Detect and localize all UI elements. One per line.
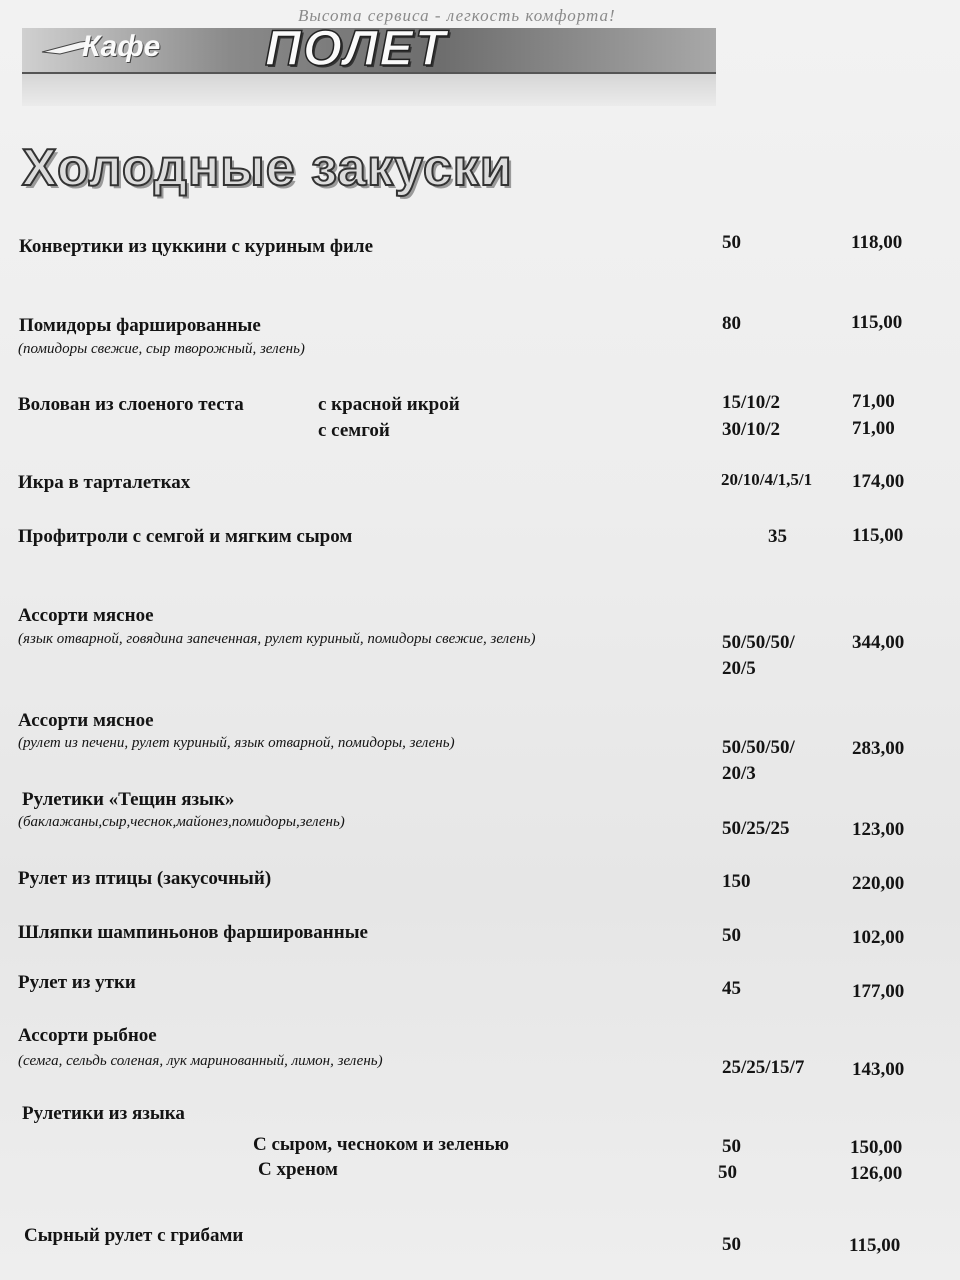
item-description: (помидоры свежие, сыр творожный, зелень): [18, 341, 305, 357]
item-weight: 35: [768, 526, 787, 547]
item-description: (баклажаны,сыр,чеснок,майонез,помидоры,зелень): [18, 814, 345, 830]
item-weight: 50: [722, 1136, 741, 1157]
item-price: 118,00: [851, 232, 903, 253]
item-price: 102,00: [852, 927, 905, 948]
item-weight: 20/3: [722, 763, 756, 784]
item-price: 115,00: [849, 1235, 901, 1256]
section-title: Холодные закуски: [22, 139, 513, 197]
item-name: Ассорти мясное: [18, 710, 154, 731]
item-name: Икра в тарталетках: [18, 472, 191, 493]
item-name: Волован из слоеного теста: [18, 394, 244, 415]
slogan: Высота сервиса - легкость комфорта!: [298, 6, 616, 25]
item-price: 123,00: [852, 819, 905, 840]
item-description: (рулет из печени, рулет куриный, язык отварной, помидоры, зелень): [18, 735, 455, 751]
item-weight: 50/25/25: [722, 818, 790, 839]
item-weight: 45: [722, 978, 741, 999]
item-price: 115,00: [852, 525, 904, 546]
item-price: 115,00: [851, 312, 903, 333]
item-price: 71,00: [852, 418, 895, 439]
item-price: 174,00: [852, 471, 905, 492]
item-name: Шляпки шампиньонов фаршированные: [18, 922, 368, 943]
item-weight: 50: [722, 232, 741, 253]
item-name: Помидоры фаршированные: [19, 315, 261, 336]
item-price: 177,00: [852, 981, 905, 1002]
item-name: Рулет из птицы (закусочный): [18, 868, 272, 889]
item-name: Рулетики «Тещин язык»: [22, 789, 235, 810]
item-price: 143,00: [852, 1059, 905, 1080]
item-weight: 30/10/2: [722, 419, 781, 440]
item-weight: 150: [722, 871, 751, 892]
item-name: Конвертики из цуккини с куриным филе: [19, 236, 374, 257]
item-weight: 50/50/50/: [722, 737, 795, 758]
item-variant-label: С сыром, чесноком и зеленью: [253, 1134, 510, 1155]
item-variant-label: с красной икрой: [318, 394, 460, 415]
item-description: (язык отварной, говядина запеченная, рулет куриный, помидоры свежие, зелень): [18, 631, 536, 647]
item-price: 283,00: [852, 738, 905, 759]
item-price: 220,00: [852, 873, 905, 894]
item-name: Сырный рулет с грибами: [24, 1225, 244, 1246]
item-name: Профитроли с семгой и мягким сыром: [18, 526, 353, 547]
logo-cafe-name: ПОЛЕТ: [265, 20, 448, 76]
item-variant-label: с семгой: [318, 420, 390, 441]
item-weight: 20/5: [722, 658, 756, 679]
item-weight: 80: [722, 313, 741, 334]
item-price: 71,00: [852, 391, 895, 412]
item-variant-label: С хреном: [258, 1159, 338, 1180]
item-name: Рулет из утки: [18, 972, 136, 993]
item-weight: 25/25/15/7: [722, 1057, 805, 1078]
item-name: Рулетики из языка: [22, 1103, 185, 1124]
item-price: 150,00: [850, 1137, 903, 1158]
item-weight: 50: [718, 1162, 737, 1183]
item-price: 126,00: [850, 1163, 903, 1184]
item-weight: 15/10/2: [722, 392, 781, 413]
logo-reflection: [22, 74, 716, 106]
item-weight: 50: [722, 925, 741, 946]
item-price: 344,00: [852, 632, 905, 653]
item-weight: 20/10/4/1,5/1: [721, 470, 813, 489]
item-name: Ассорти мясное: [18, 605, 154, 626]
item-name: Ассорти рыбное: [18, 1025, 157, 1046]
item-description: (семга, сельдь соленая, лук маринованный, лимон, зелень): [18, 1053, 383, 1069]
logo-cafe-label: Кафе: [82, 30, 161, 63]
item-weight: 50: [722, 1234, 741, 1255]
item-weight: 50/50/50/: [722, 632, 795, 653]
